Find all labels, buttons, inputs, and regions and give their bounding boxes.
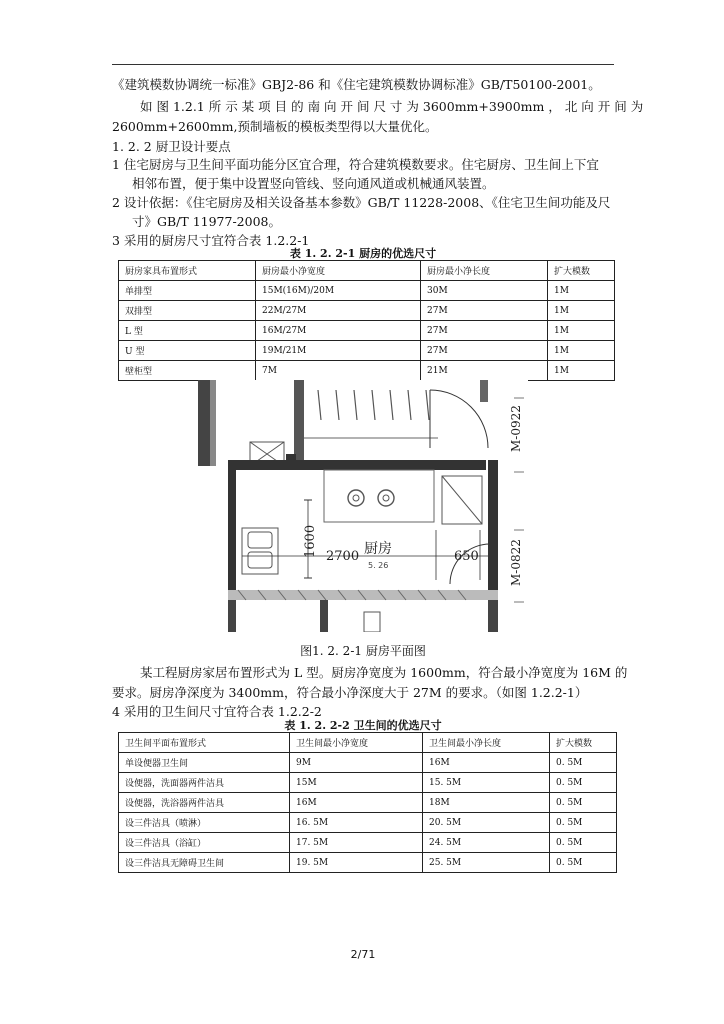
table-cell: 厨房家具布置形式 [119,261,256,281]
table-row [119,361,615,381]
table-cell: 卫生间平面布置形式 [119,733,290,753]
table-cell: 1M [548,361,615,381]
kitchen-floor-plan [198,380,528,632]
table-cell: 1M [548,301,615,321]
figure-caption: 图1. 2. 2-1 厨房平面图 [300,644,426,658]
paragraph-line-2: 要求。厨房净深度为 3400mm，符合最小净深度大于 27M 的要求。（如图 1.2.2-1） [112,685,588,700]
table-cell: 单排型 [119,281,256,301]
page-number: 2/71 [350,948,376,961]
table-cell: 设三件洁具（喷淋） [119,813,290,833]
table-cell: 设三件洁具（浴缸） [119,833,290,853]
door-label-m0922: M-0922 [509,405,523,452]
table-cell: 1M [548,341,615,361]
table-cell: 27M [421,341,548,361]
table-cell: 设三件洁具无障碍卫生间 [119,853,290,873]
table-cell: 9M [290,753,423,773]
section-heading: 1. 2. 2 厨卫设计要点 [112,139,231,154]
table-cell: 双排型 [119,301,256,321]
table-row [119,281,615,301]
table-row [119,793,617,813]
text-line-2: 如 图 1.2.1 所 示 某 项 目 的 南 向 开 间 尺 寸 为 3600mm+3900mm ， 北 向 开 间 为 [140,99,644,114]
table-cell: 25. 5M [423,853,550,873]
table-cell: 0. 5M [550,793,617,813]
table-cell: 16M [423,753,550,773]
table-cell: 0. 5M [550,813,617,833]
table-row [119,813,617,833]
room-area: 5. 26 [368,561,389,570]
table-cell: 扩大模数 [550,733,617,753]
table-cell: 0. 5M [550,753,617,773]
table-cell: 27M [421,301,548,321]
table1-caption: 表 1. 2. 2-1 厨房的优选尺寸 [289,247,437,260]
table-row [119,301,615,321]
kitchen-size-table [118,260,615,381]
table-cell: 24. 5M [423,833,550,853]
dim-650: 650 [454,549,479,564]
table-cell: 7M [256,361,421,381]
table-cell: 15M(16M)/20M [256,281,421,301]
text-line-1: 《建筑模数协调统一标准》GBJ2-86 和《住宅建筑模数协调标准》GB/T50100-2001。 [112,77,601,92]
table-header-row [119,261,615,281]
table-cell: 厨房最小净长度 [421,261,548,281]
paragraph-line-3: 4 采用的卫生间尺寸宜符合表 1.2.2-2 [112,704,322,719]
text-line-7: 2 设计依据：《住宅厨房及相关设备基本参数》GB/T 11228-2008、《住宅卫生间功能及尺 [112,195,611,210]
table-row [119,773,617,793]
table-cell: 19M/21M [256,341,421,361]
table-row [119,321,615,341]
table-cell: 厨房最小净宽度 [256,261,421,281]
table-cell: 0. 5M [550,853,617,873]
table-cell: 1M [548,321,615,341]
table-cell: U 型 [119,341,256,361]
text-line-5: 1 住宅厨房与卫生间平面功能分区宜合理，符合建筑模数要求。住宅厨房、卫生间上下宜 [112,157,599,172]
table-cell: 21M [421,361,548,381]
table-cell: 18M [423,793,550,813]
header-rule [112,64,614,65]
table-cell: 15. 5M [423,773,550,793]
room-name: 厨房 [364,541,392,557]
table-cell: 扩大模数 [548,261,615,281]
paragraph-line-1: 某工程厨房家居布置形式为 L 型。厨房净宽度为 1600mm，符合最小净宽度为 16M 的 [140,665,628,680]
text-line-9: 3 采用的厨房尺寸宜符合表 1.2.2-1 [112,233,310,248]
table-cell: 17. 5M [290,833,423,853]
table2-caption: 表 1. 2. 2-2 卫生间的优选尺寸 [284,719,442,732]
table-cell: 卫生间最小净宽度 [290,733,423,753]
table-cell: 19. 5M [290,853,423,873]
table-cell: 壁柜型 [119,361,256,381]
table-row [119,341,615,361]
table-cell: 16. 5M [290,813,423,833]
text-line-6: 相邻布置，便于集中设置竖向管线、竖向通风道或机械通风装置。 [132,176,495,191]
table-cell: 单设便器卫生间 [119,753,290,773]
table-cell: 1M [548,281,615,301]
table-cell: L 型 [119,321,256,341]
table-header-row [119,733,617,753]
text-line-3: 2600mm+2600mm,预制墙板的模板类型得以大量优化。 [112,119,438,134]
table-cell: 22M/27M [256,301,421,321]
door-label-m0822: M-0822 [509,539,523,586]
table-cell: 15M [290,773,423,793]
text-line-8: 寸》GB/T 11977-2008。 [132,214,281,229]
table-cell: 设便器，洗浴器两件洁具 [119,793,290,813]
table-cell: 0. 5M [550,773,617,793]
table-row [119,833,617,853]
table-row [119,753,617,773]
table-cell: 27M [421,321,548,341]
table-cell: 16M [290,793,423,813]
table-cell: 设便器，洗面器两件洁具 [119,773,290,793]
table-cell: 0. 5M [550,833,617,853]
dim-2700: 2700 [326,549,360,564]
table-cell: 30M [421,281,548,301]
table-row [119,853,617,873]
table-cell: 卫生间最小净长度 [423,733,550,753]
table-cell: 20. 5M [423,813,550,833]
table-cell: 16M/27M [256,321,421,341]
dim-1600: 1600 [303,524,318,558]
bathroom-size-table [118,732,617,873]
